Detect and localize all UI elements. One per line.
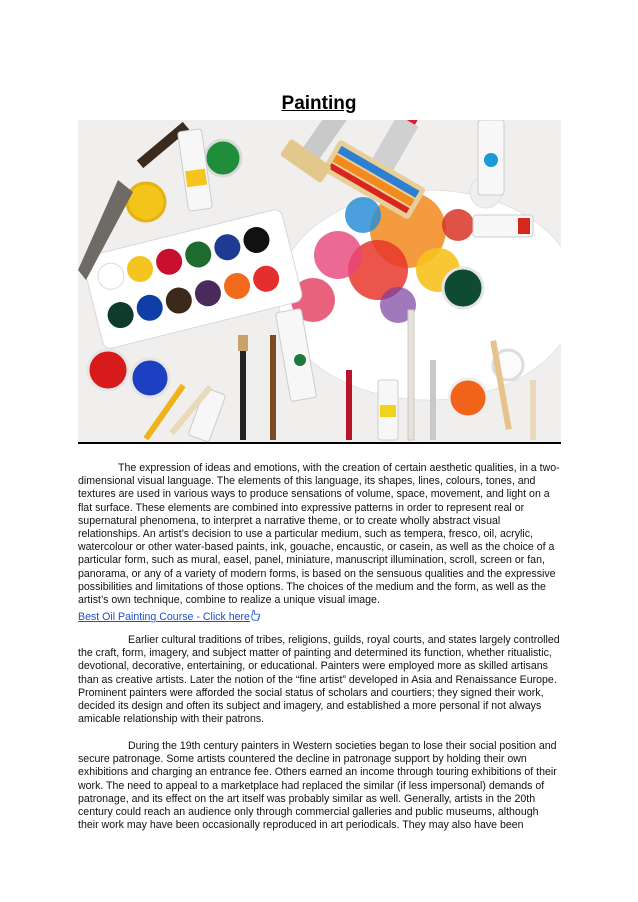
oil-painting-course-link-label: Best Oil Painting Course - Click here xyxy=(78,611,250,623)
paragraph-1 xyxy=(78,462,561,607)
pointing-hand-icon xyxy=(250,610,261,621)
oil-painting-course-link[interactable] xyxy=(78,610,261,623)
paragraph-3-text: During the 19th century painters in Western societies began to lose their social position and secure patronage. Some artists countered the decline in patronage support by holding their own exhibitions and charging an entrance fee. Others earned an income through touring exhibitions of their work. The need to appeal to a marketplace had replaced the similar (if less impersonal) demands of patronage, and its effect on the art itself was probably similar as well. Generally, artists in the 20th century could reach an audience only through commercial galleries and public museums, although their work may have been occasionally reproduced in art periodicals. They may also have been xyxy=(78,740,557,832)
paragraph-3 xyxy=(78,740,561,832)
paragraph-1-text: The expression of ideas and emotions, with the creation of certain aesthetic qualities, in a two-dimensional visual language. The elements of this language, its shapes, lines, colours, tones, and textures are used in various ways to produce sensations of volume, space, movement, and light on a flat surface. These elements are combined into expressive patterns in order to represent real or supernatural phenomena, to interpret a narrative theme, or to create wholly abstract visual relationships. An artist’s decision to use a particular medium, such as tempera, fresco, oil, acrylic, watercolour or other water-based paints, ink, gouache, encaustic, or casein, as well as the choice of a particular form, such as mural, easel, panel, miniature, manuscript illumination, scroll, screen or fan, panorama, or any of a variety of modern forms, is based on the sensuous qualities and the expressive possibilities and limitations of those options. The choices of the medium and the form, as well as the artist’s own technique, combine to realize a unique visual image. xyxy=(78,462,560,607)
image-bottom-rule xyxy=(78,442,561,444)
document-title: Painting xyxy=(281,93,357,114)
painting-supplies-photo xyxy=(78,120,561,442)
paragraph-2-text: Earlier cultural traditions of tribes, religions, guilds, royal courts, and states largely controlled the craft, form, imagery, and subject matter of painting and determined its function, whether ritualistic, devotional, decorative, entertaining, or educational. Painters were employed more as skilled artisans than as creative artists. Later the notion of the “fine artist” developed in Asia and Renaissance Europe. Prominent painters were afforded the social status of scholars and courtiers; they signed their work, decided its design and often its subject and imagery, and established a more personal if not always amicable relationship with their patrons. xyxy=(78,634,560,726)
paragraph-2 xyxy=(78,634,561,726)
painting-supplies-illustration xyxy=(78,120,561,442)
